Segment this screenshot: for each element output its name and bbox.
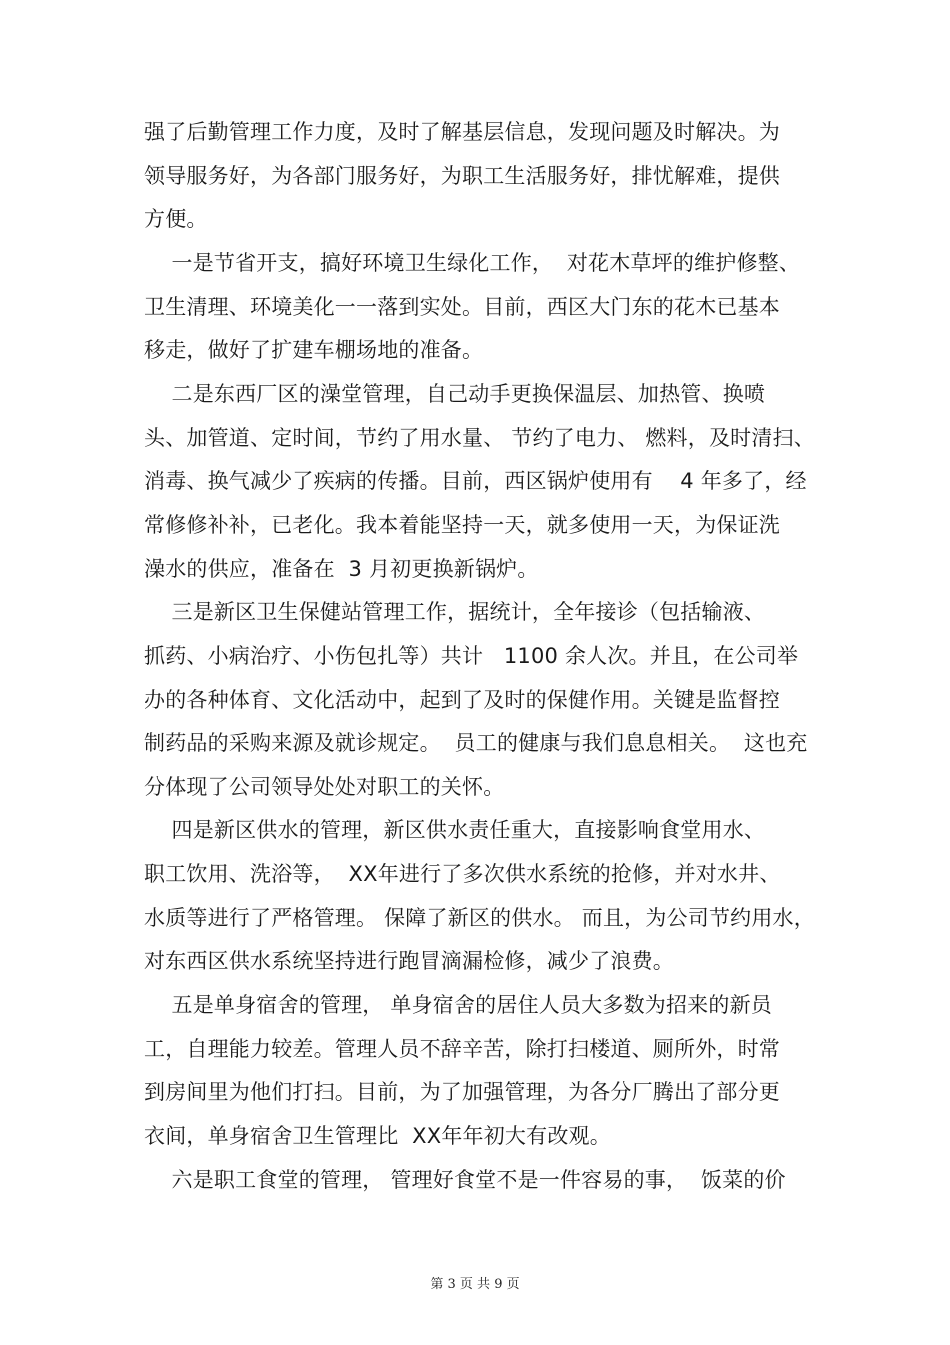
text-line: 三是新区卫生保健站管理工作，据统计，全年接诊（包括输液、: [144, 600, 766, 624]
text-line: 对东西区供水系统坚持进行跑冒滴漏检修，减少了浪费。: [144, 949, 674, 973]
text-line: 水质等进行了严格管理。 保障了新区的供水。 而且，为公司节约用水，: [144, 906, 815, 930]
text-line: 办的各种体育、文化活动中，起到了及时的保健作用。关键是监督控: [144, 688, 780, 712]
text-line: 到房间里为他们打扫。目前，为了加强管理，为各分厂腾出了部分更: [144, 1080, 780, 1104]
text-line: 消毒、换气减少了疾病的传播。目前，西区锅炉使用有 4 年多了，经: [144, 469, 807, 493]
text-line: 职工饮用、洗浴等， XX年进行了多次供水系统的抢修，并对水井、: [144, 862, 781, 886]
text-line: 头、加管道、定时间，节约了用水量、 节约了电力、 燃料，及时清扫、: [144, 426, 815, 450]
text-line: 制药品的采购来源及就诊规定。 员工的健康与我们息息相关。 这也充: [144, 731, 808, 755]
text-line: 分体现了公司领导处处对职工的关怀。: [144, 775, 505, 799]
text-line: 六是职工食堂的管理， 管理好食堂不是一件容易的事， 饭菜的价: [144, 1168, 786, 1192]
text-line: 移走，做好了扩建车棚场地的准备。: [144, 338, 484, 362]
text-line: 五是单身宿舍的管理， 单身宿舍的居住人员大多数为招来的新员: [144, 993, 772, 1017]
text-line: 常修修补补，已老化。我本着能坚持一天，就多使用一天，为保证洗: [144, 513, 780, 537]
text-line: 衣间，单身宿舍卫生管理比 XX年年初大有改观。: [144, 1124, 611, 1148]
text-line: 一是节省开支，搞好环境卫生绿化工作， 对花木草坪的维护修整、: [144, 251, 801, 275]
text-line: 卫生清理、环境美化一一落到实处。目前，西区大门东的花木已基本: [144, 295, 780, 319]
text-line: 抓药、小病治疗、小伤包扎等）共计 1100 余人次。并且，在公司举: [144, 644, 799, 668]
text-line: 领导服务好，为各部门服务好，为职工生活服务好，排忧解难，提供: [144, 164, 780, 188]
page-number-footer: 第 3 页 共 9 页: [430, 1277, 520, 1292]
text-line: 工，自理能力较差。管理人员不辞辛苦，除打扫楼道、厕所外，时常: [144, 1037, 780, 1061]
text-line: 四是新区供水的管理，新区供水责任重大，直接影响食堂用水、: [144, 818, 766, 842]
text-line: 方便。: [144, 207, 208, 231]
text-line: 二是东西厂区的澡堂管理，自己动手更换保温层、加热管、换喷: [144, 382, 766, 406]
text-line: 澡水的供应，准备在 3 月初更换新锅炉。: [144, 557, 539, 581]
text-line: 强了后勤管理工作力度，及时了解基层信息，发现问题及时解决。为: [144, 120, 780, 144]
